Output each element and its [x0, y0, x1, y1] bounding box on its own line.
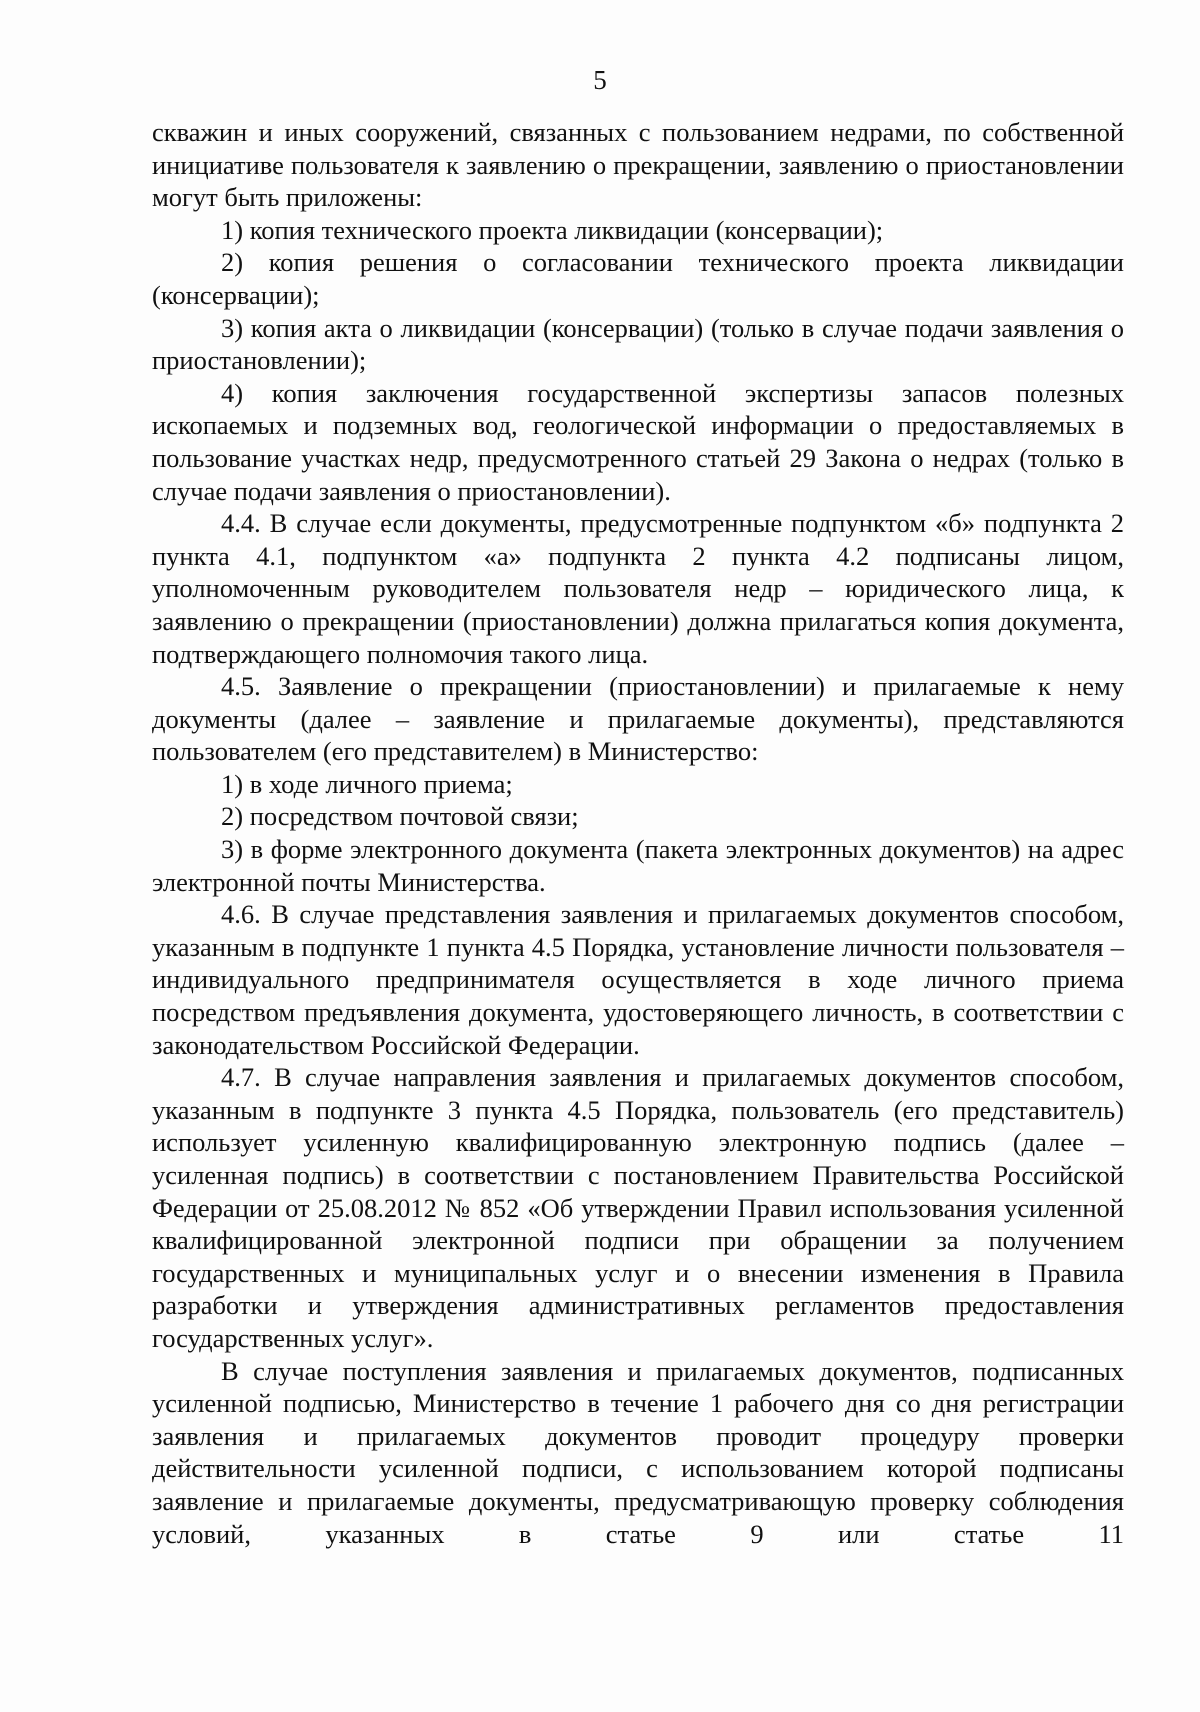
list-item-4: 4) копия заключения государственной экспертизы запасов полезных ископаемых и подземных вод, геологической информации о предоставляемых в пользование участках недр, предусмотренного статьей 29 Закона о недрах (только в случае подачи заявления о приостановлении).: [152, 377, 1124, 506]
list-item-4-5-1: 1) в ходе личного приема;: [221, 768, 513, 799]
list-item-1: 1) копия технического проекта ликвидации (консервации);: [221, 214, 884, 245]
page-number: 5: [593, 65, 607, 95]
list-item-2: 2) копия решения о согласовании технического проекта ликвидации (консервации);: [152, 247, 1124, 310]
paragraph-signature-check: В случае поступления заявления и прилагаемых документов, подписанных усиленной подписью, Министерство в течение 1 рабочего дня со дня регистрации заявления и прилагаемых документов проводит процедуру проверки действительности усиленной подписи, с использованием которой подписаны заявление и прилагаемые документы, предусматривающую проверку соблюдения условий, указанных в статье 9 или статье 11: [152, 1355, 1124, 1549]
paragraph-4-4: 4.4. В случае если документы, предусмотренные подпунктом «б» подпункта 2 пункта 4.1, подпунктом «а» подпункта 2 пункта 4.2 подписаны лицом, уполномоченным руководителем пользователя недр – юридического лица, к заявлению о прекращении (приостановлении) должна прилагаться копия документа, подтверждающего полномочия такого лица.: [152, 508, 1124, 669]
paragraph-4-5: 4.5. Заявление о прекращении (приостановлении) и прилагаемые к нему документы (далее – заявление и прилагаемые документы), представляются пользователем (его представителем) в Министерство:: [152, 671, 1124, 767]
paragraph-continuation: скважин и иных сооружений, связанных с пользованием недрами, по собственной инициативе пользователя к заявлению о прекращении, заявлению о приостановлении могут быть приложены:: [152, 117, 1124, 213]
document-body: [152, 116, 1124, 1550]
list-item-4-5-2: 2) посредством почтовой связи;: [221, 801, 579, 832]
paragraph-4-6: 4.6. В случае представления заявления и прилагаемых документов способом, указанным в подпункте 1 пункта 4.5 Порядка, установление личности пользователя – индивидуального предпринимателя осуществляется в ходе личного приема посредством предъявления документа, удостоверяющего личность, в соответствии с законодательством Российской Федерации.: [152, 899, 1124, 1060]
list-item-3: 3) копия акта о ликвидации (консервации) (только в случае подачи заявления о приостановлении);: [152, 312, 1124, 376]
paragraph-4-7: 4.7. В случае направления заявления и прилагаемых документов способом, указанным в подпункте 3 пункта 4.5 Порядка, пользователь (его представитель) использует усиленную квалифицированную электронную подпись (далее – усиленная подпись) в соответствии с постановлением Правительства Российской Федерации от 25.08.2012 № 852 «Об утверждении Правил использования усиленной квалифицированной электронной подписи при обращении за получением государственных и муниципальных услуг и о внесении изменения в Правила разработки и утверждения административных регламентов предоставления государственных услуг».: [152, 1062, 1124, 1353]
list-item-4-5-3: 3) в форме электронного документа (пакета электронных документов) на адрес электронной почты Министерства.: [152, 834, 1124, 897]
